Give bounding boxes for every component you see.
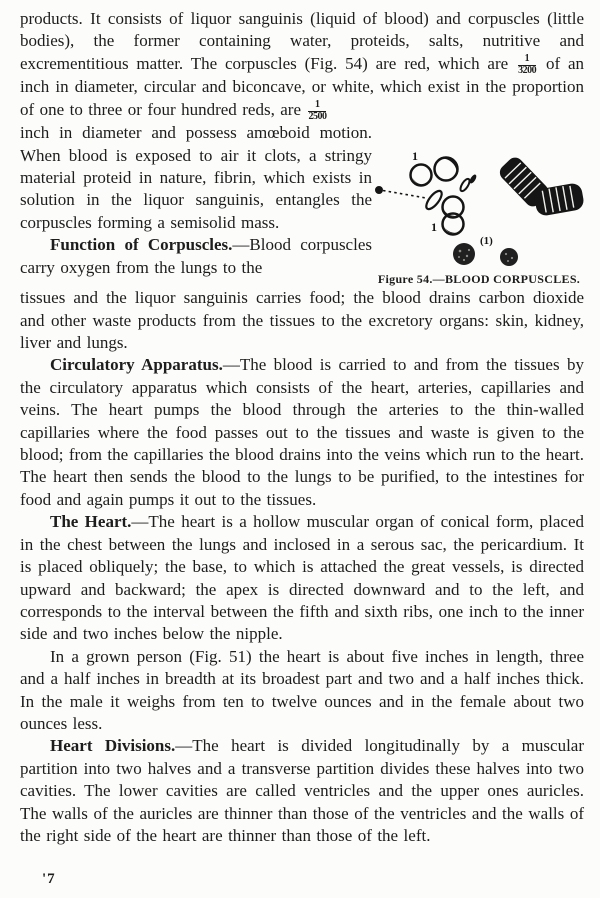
narrow-text-column [20,122,372,279]
fraction-red-corpuscle-diameter [518,54,536,76]
paragraph-the-heart-text: —The heart is a hollow muscular organ of conical form, placed in the chest between the lungs and inclosed in a serous sac, the pericardium. It is placed obliquely; the base, to which is attached the great vessels, is directed upward and backward; the apex is directed downward and to the left, and corresponds to the interval between the fifth and sixth ribs, one inch to the inner side and two inches below the nipple. [20,512,585,644]
figure-column [372,122,586,287]
paragraph-the-heart [20,511,584,645]
figure-54 [372,148,586,287]
heading-heart-divisions: Heart Divisions. [50,736,176,756]
figure-label-1-bottom: 1 [431,220,437,235]
paragraph-heart-size: In a grown person (Fig. 51) the heart is about five inches in length, three and a half inches in breadth at its broadest part and two and a half inches thick. In the male it weighs from ten to twelve ounces and in the female about two ounces less. [20,646,584,733]
page-number: '7 [42,870,56,887]
fraction-numerator: 1 [308,100,326,112]
blood-corpuscles-illustration [372,148,586,270]
heading-function-of-corpuscles: Function of Corpuscles. [50,235,233,255]
paragraph-products-text-a: products. It consists of liquor sanguinis (liquid of blood) and corpuscles (little bodies), the former containing water, proteids, salts, nutritive and excrementitious matter. The corpuscles (Fig. 54) are red, which are [20,9,584,73]
text-and-figure-row [20,122,584,287]
pin-pointer-icon [375,186,426,198]
paragraph-products-text-b: of an inch in diameter, circular and biconcave, or white, which exist in the proportion of one to three or four hundred reds, are [20,53,585,119]
red-corpuscles-group [411,158,478,235]
paragraph-products [20,8,584,122]
figure-label-1-center: (1) [480,235,493,248]
figure-label-1-top: 1 [412,149,418,164]
paragraph-circulatory-text: —The blood is carried to and from the tissues by the circulatory apparatus which consists of the heart, arteries, capillaries and veins. The heart pumps the blood through the arteries to the thin-walled capillaries where the food passes out to the tissues and waste is given to the blood; from the capillaries the blood drains into the veins which run to the heart. The heart then sends the blood to the lungs to be purified, to the intestines for food and again pumps it out to the tissues. [20,355,584,509]
paragraph-heart-divisions-text: —The heart is divided longitudinally by a muscular partition into two halves and a transverse partition divides these halves into two cavities. The lower cavities are called ventricles and the upper ones auricles. The walls of the auricles are thinner than those of the ventricles and the walls of the right side of the heart are thinner than those of the left. [20,736,584,845]
paragraph-heart-divisions [20,735,584,847]
paragraph-amoeboid: inch in diameter and possess amœboid motion. When blood is exposed to air it clots, a stringy material proteid in nature, fibrin, which exists in solution in the liquor sanguinis, entangles the corpuscles forming a semisolid mass. [20,123,372,232]
fraction-denominator: 2500 [308,110,327,122]
paragraph-function-of-corpuscles [20,234,372,279]
fraction-numerator: 1 [518,54,536,66]
heading-the-heart: The Heart. [50,512,132,532]
paragraph-circulatory-apparatus [20,354,584,511]
rouleaux-group [497,154,585,217]
heading-circulatory-apparatus: Circulatory Apparatus. [50,355,223,375]
paragraph-function-text: —Blood corpuscles carry oxygen from the lungs to the [20,235,372,277]
fraction-denominator: 3200 [518,64,537,76]
fraction-white-corpuscle-diameter [308,100,326,122]
figure-caption: Figure 54.—BLOOD CORPUSCLES. [377,272,581,287]
paragraph-tissues-continuation: tissues and the liquor sanguinis carries food; the blood drains carbon dioxide and other waste products from the tissues to the excretory organs: skin, kidney, liver and lungs. [20,288,584,353]
